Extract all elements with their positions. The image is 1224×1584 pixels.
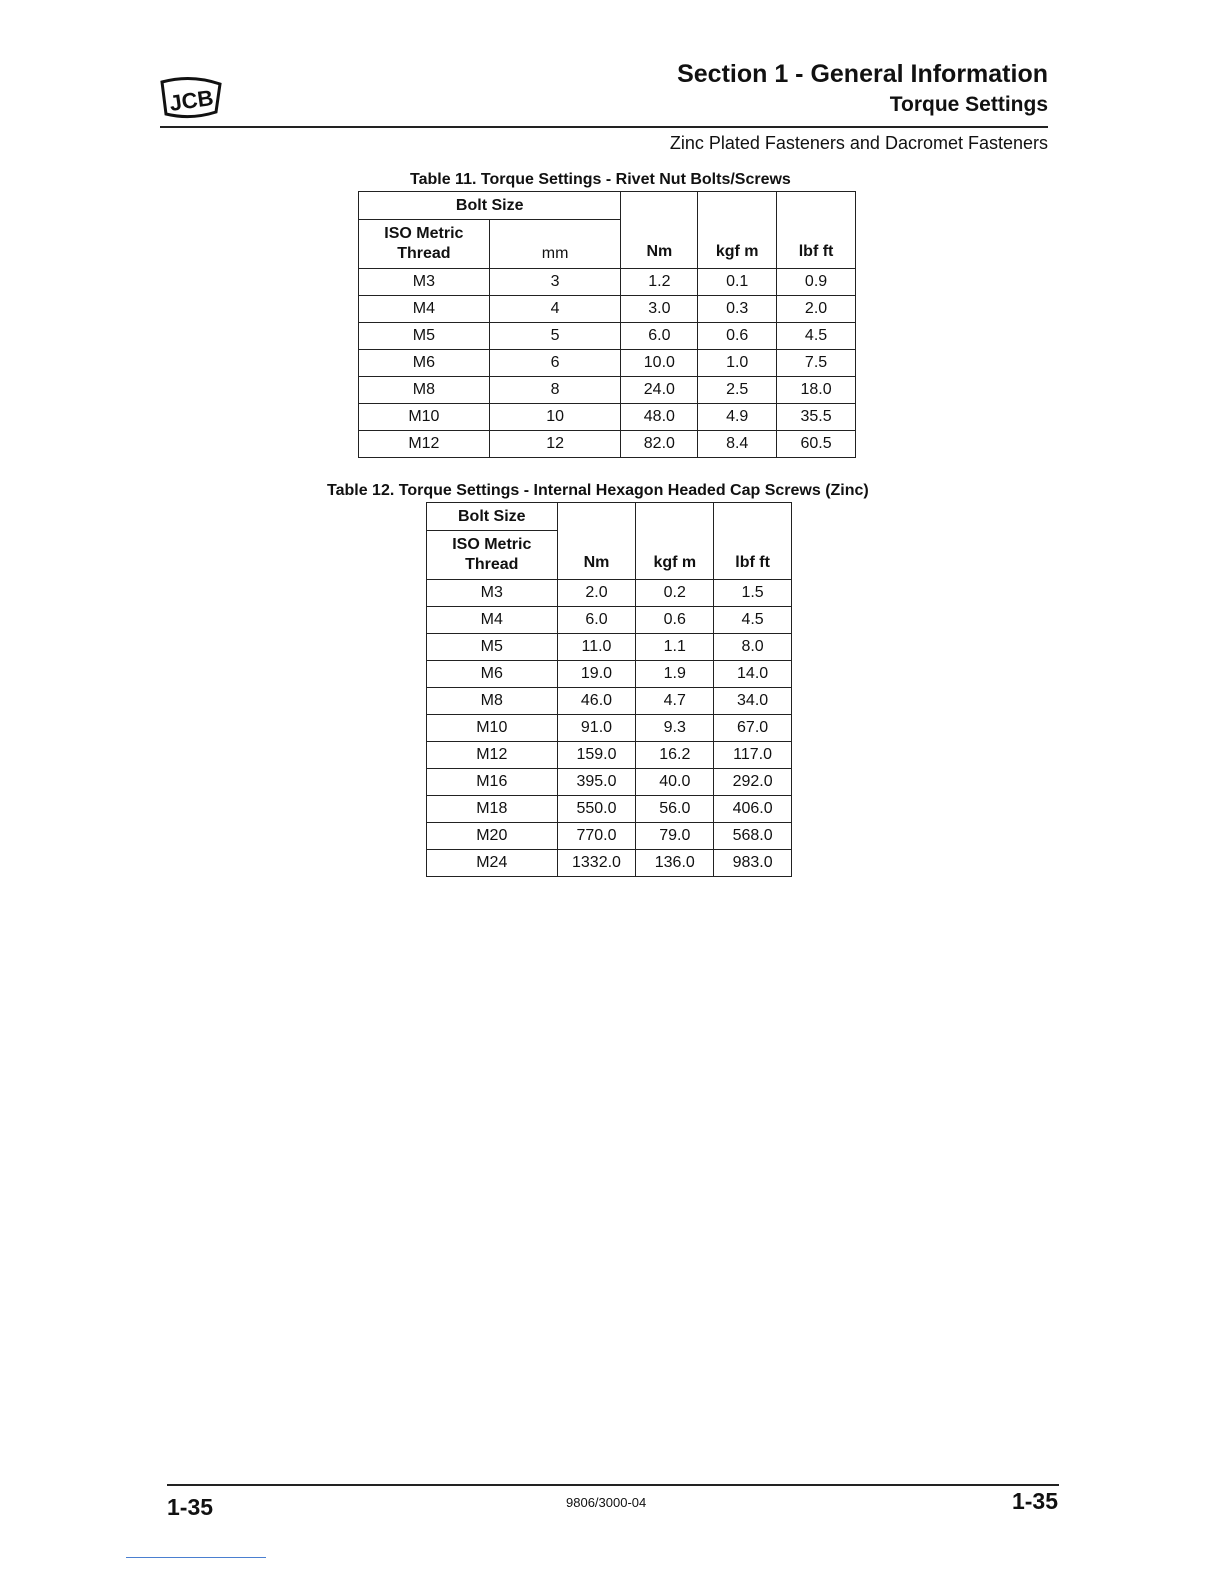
topic-title: Zinc Plated Fasteners and Dacromet Fasteners <box>669 133 1048 153</box>
table12-cell: 2.0 <box>557 580 636 607</box>
table11-cell: 24.0 <box>621 377 698 404</box>
table12-cell: 117.0 <box>714 742 792 769</box>
table12-cell: 550.0 <box>557 796 636 823</box>
table12-cell: 40.0 <box>636 769 714 796</box>
table12-cell: 56.0 <box>636 796 714 823</box>
table12-cell: M10 <box>427 715 558 742</box>
table11-cell: 6 <box>489 350 621 377</box>
table12-cell: 0.6 <box>636 607 714 634</box>
table12-cell: 19.0 <box>557 661 636 688</box>
table11-col-mm: mm <box>489 220 621 269</box>
table11-cell: 60.5 <box>777 431 856 458</box>
table12-col-thread: ISO Metric Thread <box>427 531 558 580</box>
table12-cell: M3 <box>427 580 558 607</box>
table12-cell: 16.2 <box>636 742 714 769</box>
table11-cell: 1.2 <box>621 269 698 296</box>
table11-cell: M8 <box>359 377 490 404</box>
table12-row <box>427 742 792 769</box>
table12-col-lbfft: lbf ft <box>714 503 792 580</box>
table11-cell: 4.9 <box>698 404 777 431</box>
table12-cell: M18 <box>427 796 558 823</box>
table12-cell: 1332.0 <box>557 850 636 877</box>
table11-cell: 6.0 <box>621 323 698 350</box>
page-number-left: 1-35 <box>167 1494 214 1520</box>
table12-cell: 34.0 <box>714 688 792 715</box>
table12-cell: 1.1 <box>636 634 714 661</box>
table12-row <box>427 607 792 634</box>
table12-cell: 6.0 <box>557 607 636 634</box>
scan-artifact-line <box>126 1557 266 1558</box>
table11-cell: 1.0 <box>698 350 777 377</box>
table12-cell: 1.9 <box>636 661 714 688</box>
jcb-logo <box>158 72 224 122</box>
table11-row <box>359 296 856 323</box>
table11-cell: 7.5 <box>777 350 856 377</box>
table11-caption: Table 11. Torque Settings - Rivet Nut Bolts/Screws <box>410 171 791 188</box>
table11-cell: 2.5 <box>698 377 777 404</box>
table12-caption: Table 12. Torque Settings - Internal Hexagon Headed Cap Screws (Zinc) <box>327 482 869 499</box>
table12-cell: 4.7 <box>636 688 714 715</box>
table11-row <box>359 404 856 431</box>
table12-row <box>427 634 792 661</box>
table12-cell: M16 <box>427 769 558 796</box>
table11-cell: 35.5 <box>777 404 856 431</box>
table12-group-header: Bolt Size <box>427 503 558 531</box>
table11-col-kgfm: kgf m <box>698 192 777 269</box>
table11-row <box>359 269 856 296</box>
table12-row <box>427 769 792 796</box>
svg-text:JCB: JCB <box>167 85 215 116</box>
table12-row <box>427 796 792 823</box>
table11-cell: M10 <box>359 404 490 431</box>
table12-cell: M12 <box>427 742 558 769</box>
table11-cell: 10 <box>489 404 621 431</box>
table12-cell: 91.0 <box>557 715 636 742</box>
table12-row <box>427 823 792 850</box>
table11-cell: 4.5 <box>777 323 856 350</box>
table12-cell: 8.0 <box>714 634 792 661</box>
table12-cell: 46.0 <box>557 688 636 715</box>
table11-cell: 3 <box>489 269 621 296</box>
table11-cell: 3.0 <box>621 296 698 323</box>
table12-cell: 292.0 <box>714 769 792 796</box>
table12-cell: M4 <box>427 607 558 634</box>
table12-cell: 0.2 <box>636 580 714 607</box>
table12-row <box>427 580 792 607</box>
table12-cell: M5 <box>427 634 558 661</box>
table12-cell: 568.0 <box>714 823 792 850</box>
table11-cell: 8 <box>489 377 621 404</box>
table11-row <box>359 377 856 404</box>
table11-cell: 0.3 <box>698 296 777 323</box>
table11-cell: 82.0 <box>621 431 698 458</box>
table12-row <box>427 715 792 742</box>
table12-cell: M24 <box>427 850 558 877</box>
header-rule <box>160 126 1048 128</box>
table12-cell: M20 <box>427 823 558 850</box>
table11-cell: M4 <box>359 296 490 323</box>
table11-cell: 10.0 <box>621 350 698 377</box>
section-title: Section 1 - General Information <box>677 60 1048 88</box>
table11-cell: 2.0 <box>777 296 856 323</box>
table12-cell: M6 <box>427 661 558 688</box>
table11-group-header: Bolt Size <box>359 192 621 220</box>
table11-cell: 0.6 <box>698 323 777 350</box>
table11-row <box>359 323 856 350</box>
table11-cell: M6 <box>359 350 490 377</box>
table12 <box>426 502 792 877</box>
table12-cell: 9.3 <box>636 715 714 742</box>
table11 <box>358 191 856 458</box>
table12-cell: 395.0 <box>557 769 636 796</box>
table11-row <box>359 431 856 458</box>
table11-col-nm: Nm <box>621 192 698 269</box>
page-number-right: 1-35 <box>1011 1488 1058 1514</box>
table11-cell: 18.0 <box>777 377 856 404</box>
table11-cell: 5 <box>489 323 621 350</box>
table12-row <box>427 661 792 688</box>
table12-col-nm: Nm <box>557 503 636 580</box>
table12-cell: 1.5 <box>714 580 792 607</box>
table11-col-thread: ISO Metric Thread <box>359 220 490 269</box>
table11-row <box>359 350 856 377</box>
table11-cell: M5 <box>359 323 490 350</box>
table11-col-lbfft: lbf ft <box>777 192 856 269</box>
document-code: 9806/3000-04 <box>566 1495 647 1510</box>
table12-cell: M8 <box>427 688 558 715</box>
footer-rule <box>167 1484 1059 1486</box>
table11-cell: 4 <box>489 296 621 323</box>
table12-col-kgfm: kgf m <box>636 503 714 580</box>
table11-cell: M12 <box>359 431 490 458</box>
table11-cell: 12 <box>489 431 621 458</box>
subsection-title: Torque Settings <box>889 93 1048 116</box>
table12-cell: 4.5 <box>714 607 792 634</box>
table12-cell: 406.0 <box>714 796 792 823</box>
table11-cell: 0.9 <box>777 269 856 296</box>
table11-cell: 48.0 <box>621 404 698 431</box>
table12-cell: 136.0 <box>636 850 714 877</box>
table12-cell: 67.0 <box>714 715 792 742</box>
table12-cell: 79.0 <box>636 823 714 850</box>
table12-cell: 983.0 <box>714 850 792 877</box>
table11-cell: 0.1 <box>698 269 777 296</box>
table12-cell: 11.0 <box>557 634 636 661</box>
table11-cell: 8.4 <box>698 431 777 458</box>
table12-row <box>427 850 792 877</box>
table11-cell: M3 <box>359 269 490 296</box>
table12-cell: 14.0 <box>714 661 792 688</box>
table12-cell: 159.0 <box>557 742 636 769</box>
table12-cell: 770.0 <box>557 823 636 850</box>
table12-row <box>427 688 792 715</box>
